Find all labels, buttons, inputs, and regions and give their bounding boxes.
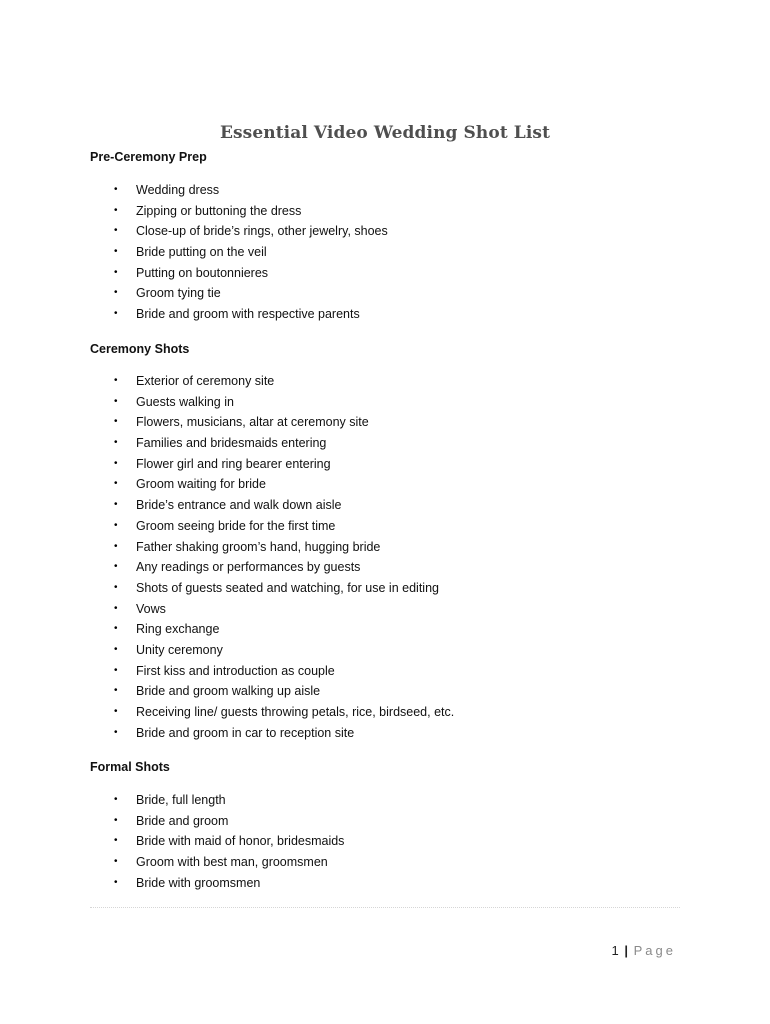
page-label: Page: [633, 943, 676, 958]
bullet-icon: •: [114, 287, 118, 299]
list-item: • Flowers, musicians, altar at ceremony site: [114, 412, 454, 433]
bullet-icon: •: [114, 643, 118, 655]
bullet-icon: •: [114, 395, 118, 407]
bullet-icon: •: [114, 794, 118, 805]
footer-divider: [90, 907, 680, 908]
list-item: • Ring exchange: [114, 619, 454, 640]
bullet-icon: •: [114, 685, 118, 697]
list-item: • Wedding dress: [114, 180, 388, 201]
list-item: • Groom waiting for bride: [114, 474, 454, 495]
list-item: • Putting on boutonnieres: [114, 263, 388, 284]
list-item: • Bride and groom walking up aisle: [114, 681, 454, 702]
bullet-icon: •: [114, 225, 118, 237]
bullet-icon: •: [114, 499, 118, 511]
list-item: • Unity ceremony: [114, 640, 454, 661]
bullet-icon: •: [114, 581, 118, 593]
bullet-icon: •: [114, 308, 118, 320]
list-item: • Bride putting on the veil: [114, 242, 388, 263]
shot-list-ceremony: [114, 371, 454, 743]
list-item: • Families and bridesmaids entering: [114, 433, 454, 454]
list-item: • Exterior of ceremony site: [114, 371, 454, 392]
bullet-icon: •: [114, 664, 118, 676]
section-heading-pre-ceremony: Pre-Ceremony Prep: [90, 150, 207, 164]
bullet-icon: •: [114, 561, 118, 573]
bullet-icon: •: [114, 478, 118, 490]
bullet-icon: •: [114, 266, 118, 278]
list-item: • Guests walking in: [114, 392, 454, 413]
bullet-icon: •: [114, 876, 118, 888]
list-item: • Vows: [114, 599, 454, 620]
bullet-icon: •: [114, 416, 118, 428]
section-heading-ceremony: Ceremony Shots: [90, 342, 190, 356]
bullet-icon: •: [114, 540, 118, 552]
list-item: • Groom with best man, groomsmen: [114, 852, 344, 873]
page-footer: [612, 943, 677, 958]
page-number: 1: [611, 943, 619, 958]
list-item: • Bride with groomsmen: [114, 873, 344, 894]
shot-list-pre-ceremony: [114, 180, 388, 325]
bullet-icon: •: [114, 457, 118, 469]
bullet-icon: •: [114, 602, 118, 614]
list-item: • Groom tying tie: [114, 283, 388, 304]
list-item: • Bride with maid of honor, bridesmaids: [114, 831, 344, 852]
bullet-icon: •: [114, 437, 118, 449]
document-title: Essential Video Wedding Shot List: [219, 123, 551, 143]
list-item: • Bride and groom: [114, 811, 344, 832]
bullet-icon: •: [114, 706, 118, 717]
list-item: • Bride and groom with respective parents: [114, 304, 388, 325]
list-item: • Bride and groom in car to reception site: [114, 723, 454, 744]
list-item: • Groom seeing bride for the first time: [114, 516, 454, 537]
bullet-icon: •: [114, 856, 118, 868]
list-item: • Any readings or performances by guests: [114, 557, 454, 578]
bullet-icon: •: [114, 519, 118, 531]
list-item: • Close-up of bride’s rings, other jewelry, shoes: [114, 221, 388, 242]
shot-list-formal: [114, 790, 344, 893]
bullet-icon: •: [114, 726, 118, 738]
list-item: • Receiving line/ guests throwing petals, rice, birdseed, etc.: [114, 702, 454, 723]
list-item: • Shots of guests seated and watching, for use in editing: [114, 578, 454, 599]
bullet-icon: •: [114, 204, 118, 216]
page-separator: |: [624, 943, 628, 958]
bullet-icon: •: [114, 375, 118, 386]
list-item: • Father shaking groom’s hand, hugging bride: [114, 537, 454, 558]
bullet-icon: •: [114, 184, 118, 195]
section-heading-formal: Formal Shots: [90, 760, 170, 774]
list-item: • Bride’s entrance and walk down aisle: [114, 495, 454, 516]
bullet-icon: •: [114, 246, 118, 258]
list-item: • Zipping or buttoning the dress: [114, 201, 388, 222]
list-item: • Flower girl and ring bearer entering: [114, 454, 454, 475]
list-item: • First kiss and introduction as couple: [114, 661, 454, 682]
bullet-icon: •: [114, 835, 118, 847]
bullet-icon: •: [114, 623, 118, 635]
list-item: • Bride, full length: [114, 790, 344, 811]
bullet-icon: •: [114, 814, 118, 826]
